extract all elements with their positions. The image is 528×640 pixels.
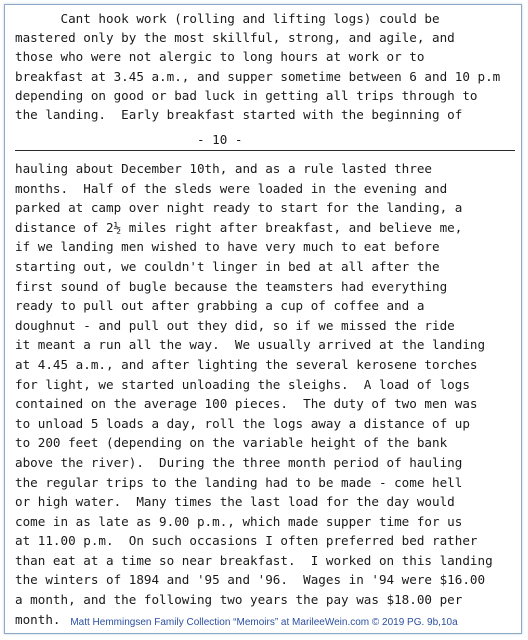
footer-caption: Matt Hemmingsen Family Collection “Memoirs” at MarileeWein.com © 2019 PG. 9b,10a <box>70 617 458 628</box>
text-line: above the river). During the three month period of hauling <box>15 454 463 470</box>
page-separator <box>15 150 515 151</box>
text-line: at 4.45 a.m., and after lighting the several kerosene torches <box>15 356 478 372</box>
text-line: the winters of 1894 and '95 and '96. Wages in '94 were $16.00 <box>15 572 486 588</box>
text-line: mastered only by the most skillful, strong, and agile, and <box>15 30 455 46</box>
text-line: those who were not alergic to long hours at work or to <box>15 49 425 65</box>
text-line: breakfast at 3.45 a.m., and supper sometime between 6 and 10 p.m <box>15 68 501 84</box>
text-line: first sound of bugle because the teamsters had everything <box>15 278 448 294</box>
text-line: doughnut - and pull out they did, so if we missed the ride <box>15 317 455 333</box>
lower-text-block <box>15 159 520 629</box>
text-line: if we landing men wished to have very much to eat before <box>15 239 440 255</box>
text-line: starting out, we couldn't linger in bed at all after the <box>15 258 440 274</box>
text-line-cut: the landing. Early breakfast started with the beginning of <box>15 106 463 122</box>
text-line: to 200 feet (depending on the variable height of the bank <box>15 435 448 451</box>
text-line: the regular trips to the landing had to be made - come hell <box>15 474 463 490</box>
upper-text-block <box>15 9 515 124</box>
text-line: month. <box>15 611 61 627</box>
text-line: or high water. Many times the last load for the day would <box>15 494 455 510</box>
text-line: than eat at a time so near breakfast. I worked on this landing <box>15 552 493 568</box>
text-line: depending on good or bad luck in getting all trips through to <box>15 87 478 103</box>
text-line: contained on the average 100 pieces. The duty of two men was <box>15 396 478 412</box>
text-line: for light, we started unloading the sleighs. A load of logs <box>15 376 470 392</box>
page-number: - 10 - <box>197 132 243 147</box>
document-frame <box>4 4 522 634</box>
text-line: hauling about December 10th, and as a rule lasted three <box>15 161 433 176</box>
text-line: ready to pull out after grabbing a cup of coffee and a <box>15 298 425 314</box>
text-line: distance of 2½ miles right after breakfast, and believe me, <box>15 219 463 235</box>
text-line: months. Half of the sleds were loaded in the evening and <box>15 180 448 196</box>
text-line: a month, and the following two years the pay was $18.00 per <box>15 592 463 608</box>
text-line: come in as late as 9.00 p.m., which made supper time for us <box>15 513 463 529</box>
text-line: Cant hook work (rolling and lifting logs) could be <box>15 11 440 26</box>
text-line: to unload 5 loads a day, roll the logs away a distance of up <box>15 415 470 431</box>
text-line: it meant a run all the way. We usually arrived at the landing <box>15 337 486 353</box>
text-line: at 11.00 p.m. On such occasions I often preferred bed rather <box>15 533 478 549</box>
text-line: parked at camp over night ready to start for the landing, a <box>15 200 463 216</box>
